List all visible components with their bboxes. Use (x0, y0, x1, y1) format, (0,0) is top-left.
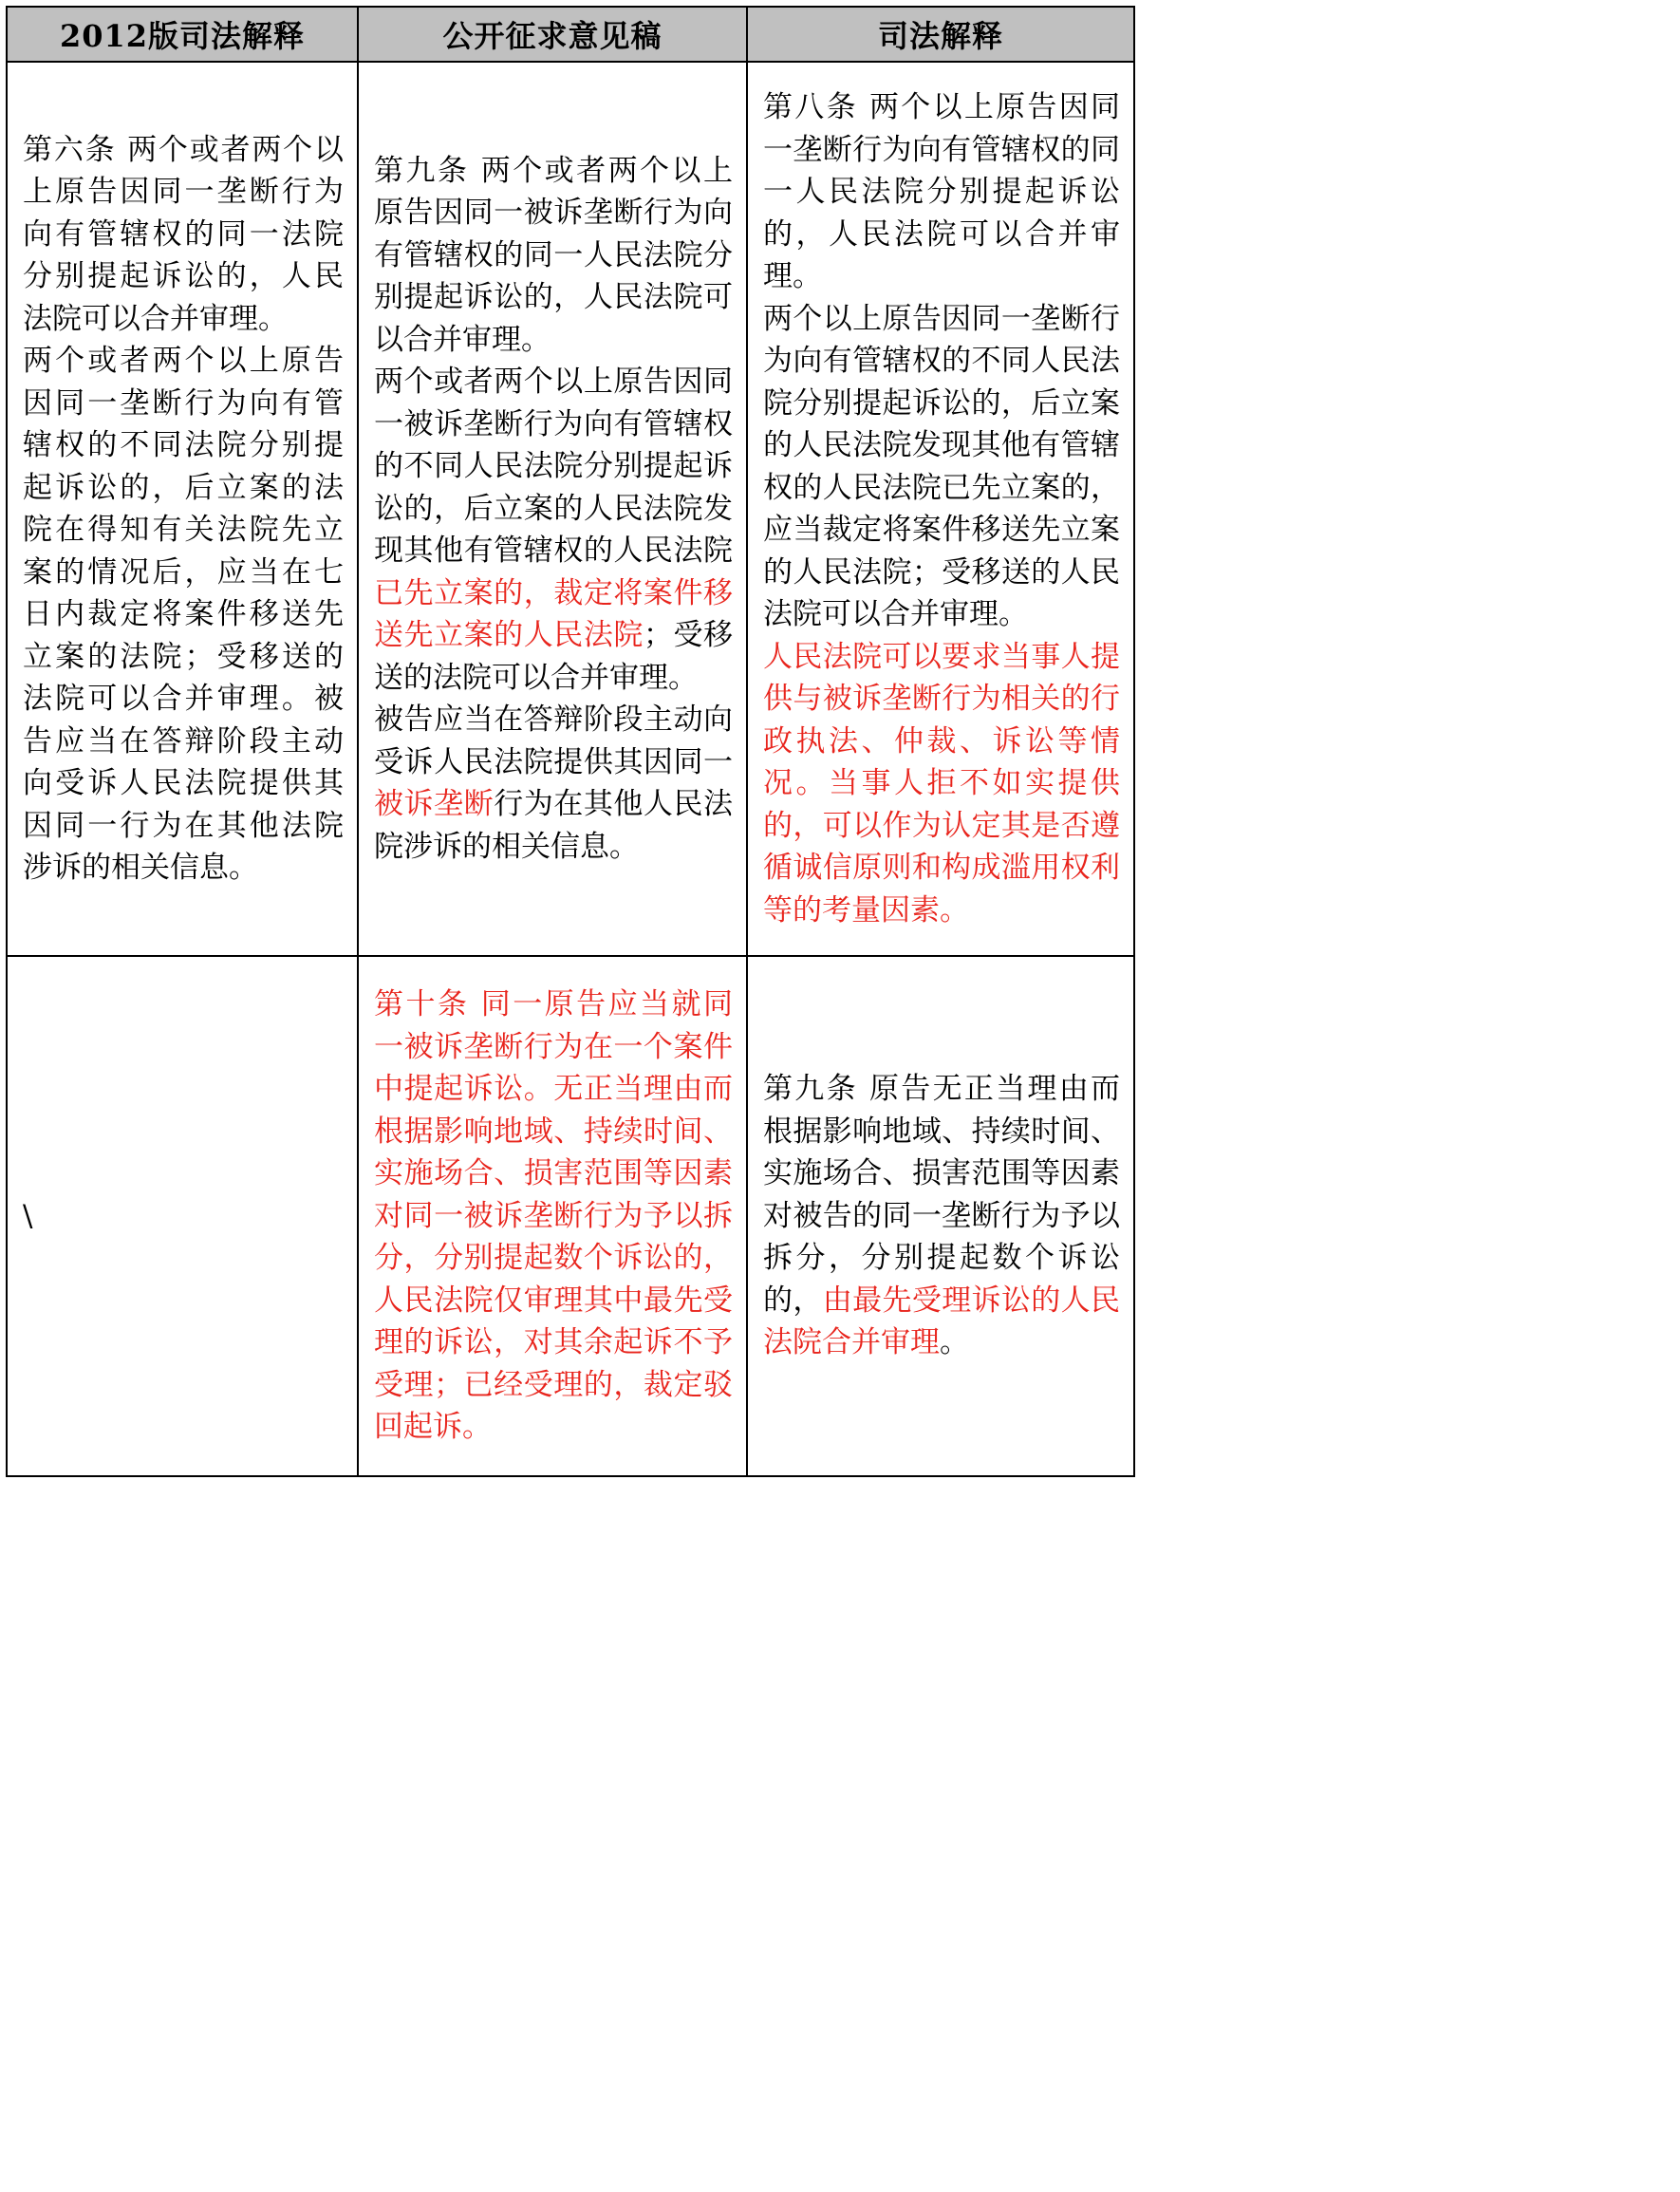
header-judicial-interpretation: 司法解释 (747, 7, 1134, 62)
table-row (7, 956, 1134, 1476)
cell-draft-article-10 (358, 956, 747, 1476)
highlighted-text: 被诉垄断 (374, 787, 495, 822)
paragraph (763, 1068, 1120, 1364)
highlighted-paragraph: 人民法院可以要求当事人提供与被诉垄断行为相关的行政执法、仲裁、诉讼等情况。当事人拒不如实提供的，可以作为认定其是否遵循诚信原则和构成滥用权利等的考量因素。 (763, 639, 1120, 927)
table-row (7, 62, 1134, 956)
text-span: 。 (940, 1325, 969, 1360)
paragraph (374, 361, 733, 699)
text-span: 两个或者两个以上原告因同一被诉垄断行为向有管辖权的不同人民法院分别提起诉讼的，后立案的人民法院发现其他有管辖权的人民法院 (374, 365, 733, 569)
header-2012-interpretation: 2012版司法解释 (7, 7, 358, 62)
header-draft-for-comment: 公开征求意见稿 (358, 7, 747, 62)
paragraph (374, 699, 733, 868)
text-span: 被告应当在答辩阶段主动向受诉人民法院提供其因同一 (374, 703, 733, 779)
text-span: ；受移送的法院可以合并审理。 (374, 618, 734, 695)
paragraph: 第九条 两个或者两个以上原告因同一被诉垄断行为向有管辖权的同一人民法院分别提起诉讼的，人民法院可以合并审理。 (374, 153, 733, 357)
cell-final-article-9 (747, 956, 1134, 1476)
paragraph: 两个以上原告因同一垄断行为向有管辖权的不同人民法院分别提起诉讼的，后立案的人民法院发现其他有管辖权的人民法院已先立案的，应当裁定将案件移送先立案的人民法院；受移送的人民法院可以合并审理。 (763, 301, 1120, 631)
cell-draft-article-9 (358, 62, 747, 956)
cell-2012-article-6 (7, 62, 358, 956)
paragraph: 第八条 两个以上原告因同一垄断行为向有管辖权的同一人民法院分别提起诉讼的，人民法院可以合并审理。 (763, 90, 1120, 293)
cell-final-article-8 (747, 62, 1134, 956)
cell-2012-empty (7, 956, 358, 1476)
comparison-table (6, 6, 1135, 1477)
highlighted-paragraph: 第十条 同一原告应当就同一被诉垄断行为在一个案件中提起诉讼。无正当理由而根据影响地域、持续时间、实施场合、损害范围等因素对同一被诉垄断行为予以拆分，分别提起数个诉讼的，人民法院仅审理其中最先受理的诉讼，对其余起诉不予受理；已经受理的，裁定驳回起诉。 (374, 987, 733, 1445)
header-row (7, 7, 1134, 62)
text-span: 第九条 原告无正当理由而根据影响地域、持续时间、实施场合、损害范围等因素对被告的同一垄断行为予以拆分，分别提起数个诉讼的， (763, 1072, 1120, 1318)
empty-marker: \ (23, 1198, 33, 1233)
text-span: 行为在其他人民法院涉诉的相关信息。 (374, 787, 734, 864)
highlighted-text: 由最先受理诉讼的人民法院合并审理 (763, 1283, 1121, 1360)
paragraph: 两个或者两个以上原告因同一垄断行为向有管辖权的不同法院分别提起诉讼的，后立案的法院在得知有关法院先立案的情况后，应当在七日内裁定将案件移送先立案的法院；受移送的法院可以合并审理。被告应当在答辩阶段主动向受诉人民法院提供其因同一行为在其他法院涉诉的相关信息。 (23, 344, 344, 885)
paragraph: 第六条 两个或者两个以上原告因同一垄断行为向有管辖权的同一法院分别提起诉讼的，人民法院可以合并审理。 (23, 132, 344, 336)
highlighted-text: 已先立案的，裁定将案件移送先立案的人民法院 (374, 575, 733, 653)
